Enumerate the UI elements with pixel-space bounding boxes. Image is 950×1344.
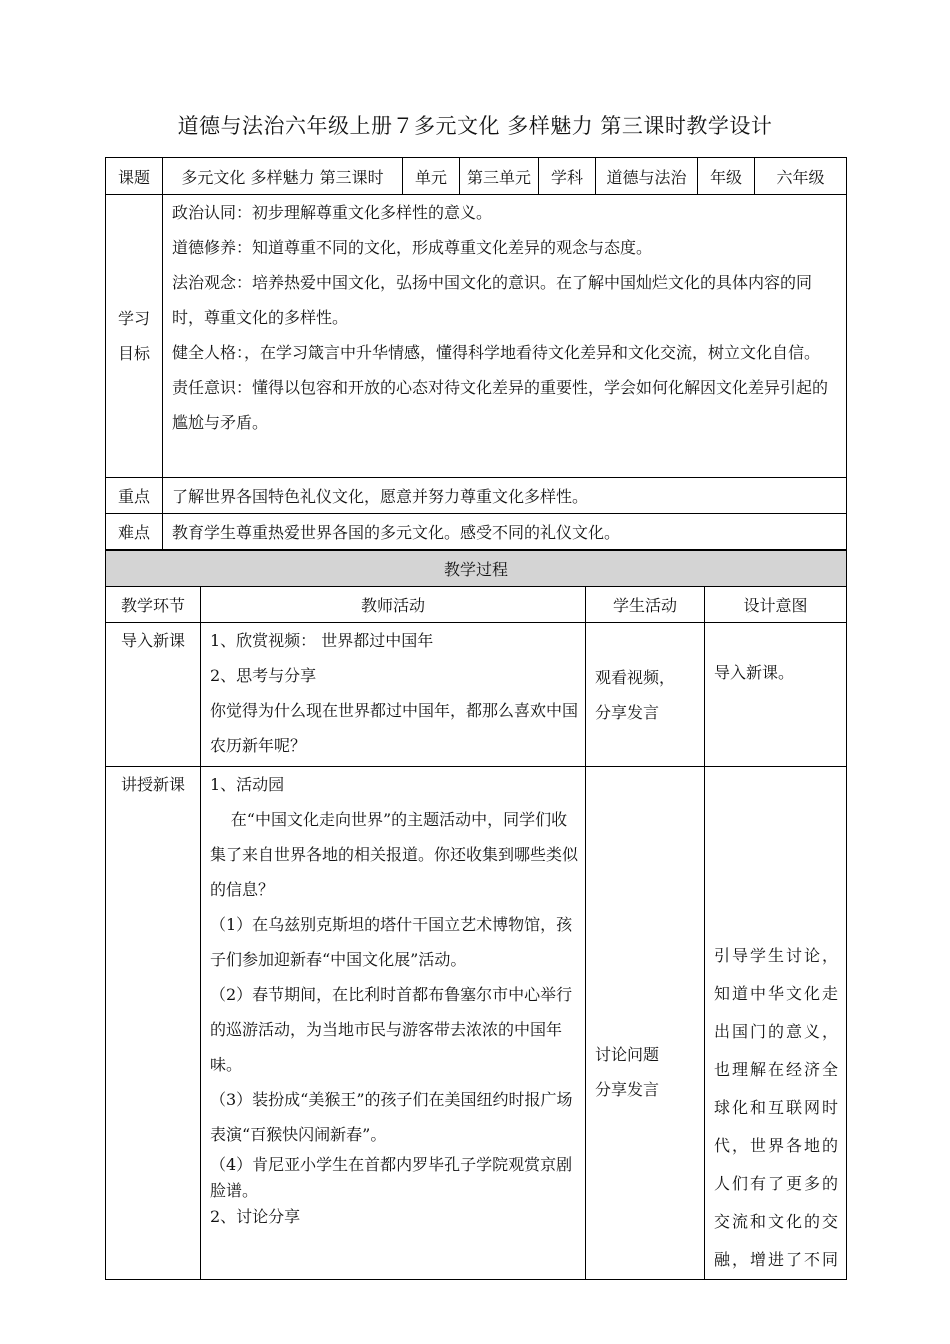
intro-student-line: 观看视频，	[595, 667, 676, 687]
new-lesson-row	[106, 767, 847, 1280]
new-lesson-student-line: 分享发言	[595, 1080, 660, 1099]
intro-teacher	[201, 623, 586, 767]
key-point-label: 重点	[106, 478, 163, 514]
new-lesson-teacher-line: （4）肯尼亚小学生在首都内罗毕孔子学院观赏京剧脸谱。	[210, 1155, 573, 1200]
intro-student-line: 分享发言	[595, 702, 660, 722]
process-columns-row	[106, 587, 847, 623]
learning-goals-label	[106, 195, 163, 478]
unit-value: 第三单元	[460, 158, 539, 195]
topic-label: 课题	[106, 158, 163, 195]
new-lesson-stage: 讲授新课	[106, 767, 201, 1280]
process-heading: 教学过程	[106, 551, 847, 587]
goal-moral: 道德修养：知道尊重不同的文化，形成尊重文化差异的观念与态度。	[172, 238, 653, 257]
column-teacher: 教师活动	[201, 587, 586, 623]
subject-value: 道德与法治	[596, 158, 698, 195]
intro-teacher-line: 1、欣赏视频： 世界都过中国年	[210, 631, 434, 650]
intro-stage: 导入新课	[106, 623, 201, 767]
new-lesson-student	[586, 767, 705, 1280]
subject-label: 学科	[539, 158, 596, 195]
unit-label: 单元	[403, 158, 460, 195]
goal-political: 政治认同：初步理解尊重文化多样性的意义。	[172, 203, 493, 222]
new-lesson-teacher-line: 2、讨论分享	[210, 1207, 301, 1226]
process-heading-row	[106, 551, 847, 587]
lesson-info-table	[105, 157, 847, 550]
goal-personality: 健全人格：，在学习箴言中升华情感，懂得科学地看待文化差异和文化交流，树立文化自信。	[172, 343, 821, 362]
learning-goals-row	[106, 195, 847, 478]
topic-value: 多元文化 多样魅力 第三课时	[163, 158, 403, 195]
document-title: 道德与法治六年级上册７多元文化 多样魅力 第三课时教学设计	[177, 114, 773, 138]
goals-label-line-2: 目标	[117, 344, 150, 363]
goal-responsibility: 责任意识：懂得以包容和开放的心态对待文化差异的重要性，学会如何化解因文化差异引起的尴尬与矛盾。	[172, 378, 829, 432]
column-stage: 教学环节	[106, 587, 201, 623]
intro-row	[106, 623, 847, 767]
new-lesson-student-line: 讨论问题	[595, 1045, 660, 1064]
grade-label: 年级	[698, 158, 755, 195]
key-point-row	[106, 478, 847, 514]
intro-teacher-line: 你觉得为什么现在世界都过中国年，都那么喜欢中国农历新年呢？	[210, 701, 579, 755]
grade-value: 六年级	[755, 158, 847, 195]
new-lesson-teacher-line: 1、活动园	[210, 775, 285, 794]
new-lesson-teacher-line: （2）春节期间，在比利时首都布鲁塞尔市中心举行的巡游活动，为当地市民与游客带去浓浓的中国年味。	[210, 985, 573, 1074]
intro-teacher-line: 2、思考与分享	[210, 666, 317, 685]
column-intent: 设计意图	[705, 587, 847, 623]
new-lesson-teacher-line: （1）在乌兹别克斯坦的塔什干国立艺术博物馆，孩子们参加迎新春“中国文化展”活动。	[210, 915, 573, 969]
new-lesson-teacher-line: 在“中国文化走向世界”的主题活动中，同学们收集了来自世界各地的相关报道。你还收集到哪些类似的信息？	[210, 810, 579, 899]
new-lesson-teacher-line: （3）装扮成“美猴王”的孩子们在美国纽约时报广场表演“百猴快闪闹新春”。	[210, 1090, 573, 1144]
header-row	[106, 158, 847, 195]
key-point-text: 了解世界各国特色礼仪文化，愿意并努力尊重文化多样性。	[163, 478, 847, 514]
new-lesson-intent: 引导学生讨论，知道中华文化走出国门的意义，也理解在经济全球化和互联网时代，世界各地的人们有了更多的交流和文化的交融，增进了不同	[705, 767, 847, 1280]
teaching-process-table	[105, 550, 847, 1280]
goals-label-line-1: 学习	[117, 309, 150, 328]
column-student: 学生活动	[586, 587, 705, 623]
intro-student	[586, 623, 705, 767]
difficulty-label: 难点	[106, 514, 163, 550]
learning-goals-content	[163, 195, 847, 478]
intro-intent: 导入新课。	[705, 623, 847, 767]
difficulty-row	[106, 514, 847, 550]
difficulty-text: 教育学生尊重热爱世界各国的多元文化。感受不同的礼仪文化。	[163, 514, 847, 550]
new-lesson-teacher	[201, 767, 586, 1280]
goal-rule-of-law: 法治观念：培养热爱中国文化，弘扬中国文化的意识。在了解中国灿烂文化的具体内容的同时，尊重文化的多样性。	[172, 273, 813, 327]
